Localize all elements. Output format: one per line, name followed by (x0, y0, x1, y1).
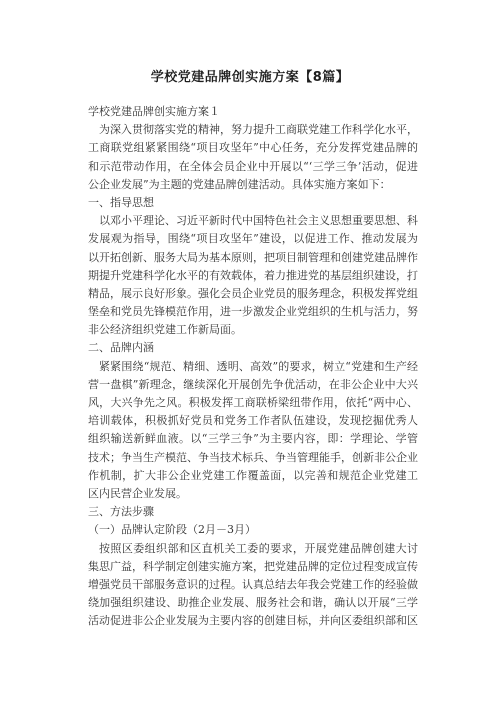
paragraph-line: 紧紧围绕“规范、精细、透明、高效”的要求，树立“党建和生产经 (99, 359, 418, 373)
paragraph-line: 绕加强组织建设、助推企业发展、服务社会和谐，确认以开展“三学 (88, 596, 418, 610)
paragraph-line: 营一盘棋”新理念，继续深化开展创先争优活动，在非公企业中大兴 (88, 377, 418, 391)
section-heading: 学校党建品牌创实施方案１ (88, 105, 220, 118)
paragraph-line: 堡垒和党员先锋模范作用，进一步激发企业党组织的生机与活力，努 (88, 305, 418, 319)
section-heading: 三、方法步骤 (88, 505, 154, 519)
paragraph-line: 组织输送新鲜血液。以“三学三争”为主要内容，即：学理论、学管 (88, 432, 418, 446)
paragraph-line: 为深入贯彻落实党的精神，努力提升工商联党建工作科学化水平， (99, 123, 418, 137)
section-heading: 一、指导思想 (88, 195, 154, 209)
paragraph-line: 和示范带动作用，在全体会员企业中开展以“‘三学三争’活动，促进 (88, 159, 418, 173)
paragraph-line: 期提升党建科学化水平的有效载体，着力推进党的基层组织建设，打 (88, 268, 418, 282)
paragraph-line: 作机制，扩大非公企业党建工作覆盖面，以完善和规范企业党建工 (88, 468, 418, 482)
paragraph-line: 风，大兴争先之风。积极发挥工商联桥梁纽带作用，依托“两中心、 (88, 396, 418, 409)
paragraph-line: 技术；争当生产模范、争当技术标兵、争当管理能手，创新非公企业 (88, 450, 418, 464)
paragraph-line: 公企业发展”为主题的党建品牌创建活动。具体实施方案如下： (88, 177, 391, 191)
document-title: 学校党建品牌创实施方案【8篇】 (150, 70, 350, 85)
paragraph-line: 非公经济组织党建工作新局面。 (88, 323, 242, 337)
paragraph-line: 区内民营企业发展。 (88, 486, 187, 500)
paragraph-line: 发展观为指导，围绕“项目攻坚年”建设，以促进工作、推动发展为 (88, 232, 418, 246)
subsection-heading: （一）品牌认定阶段（2月－3月） (88, 523, 256, 537)
document-body (88, 103, 418, 630)
paragraph-line: 工商联党组紧紧围绕“项目攻坚年”中心任务，充分发挥党建品牌的 (88, 141, 418, 155)
paragraph-line: 以开拓创新、服务大局为基本原则，把项目制管理和创建党建品牌作 (88, 250, 418, 264)
paragraph-line: 培训载体，积极抓好党员和党务工作者队伍建设，发现挖掘优秀人 (88, 414, 418, 428)
section-heading: 二、品牌内涵 (88, 341, 154, 355)
paragraph-line: 集思广益，科学制定创建实施方案，把党建品牌的定位过程变成宣传 (88, 559, 418, 573)
paragraph-line: 增强党员干部服务意识的过程。认真总结去年我会党建工作的经验做 (88, 577, 418, 591)
paragraph-line: 以邓小平理论、习近平新时代中国特色社会主义思想重要思想、科 (99, 214, 418, 228)
paragraph-line: 精品，展示良好形象。强化会员企业党员的服务理念，积极发挥党组 (88, 286, 418, 300)
paragraph-line: 按照区委组织部和区直机关工委的要求，开展党建品牌创建大讨 (99, 541, 418, 555)
paragraph-line: 活动促进非公企业发展为主要内容的创建目标，并向区委组织部和区 (88, 614, 418, 628)
